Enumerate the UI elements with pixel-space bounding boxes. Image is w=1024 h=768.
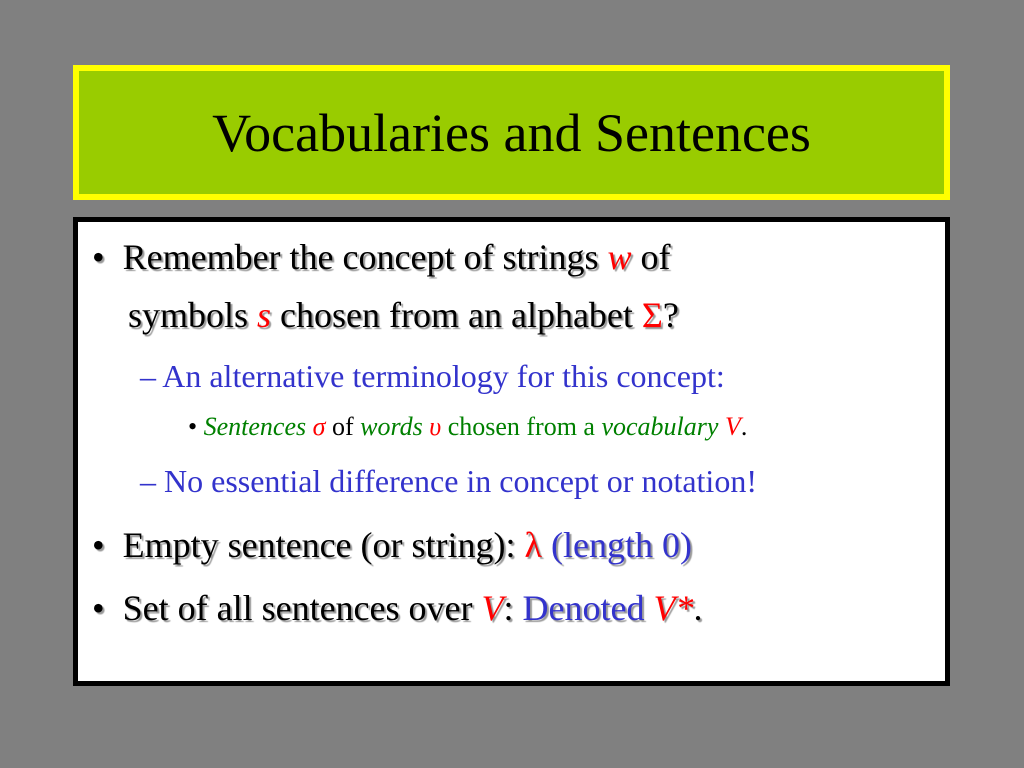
sub-bullet-1-text: – An alternative terminology for this concept: [140,358,725,394]
var-upsilon: υ [429,412,442,441]
bullet-marker: • [92,237,105,277]
sub-bullet-2 [140,463,757,500]
bullet-marker: • [92,588,105,628]
slide-title: Vocabularies and Sentences [212,102,811,163]
words-label: words [360,412,430,441]
bullet-3 [92,587,702,629]
colon: : [503,588,523,628]
bullet-2-text: Empty sentence (or string): [122,525,525,565]
vocabulary-label: vocabulary [601,412,725,441]
bullet-1-text-b: symbols [128,295,258,335]
sub-bullet-1 [140,358,725,395]
var-s: s [257,295,272,335]
sub-bullet-2-text: – No essential difference in concept or notation! [140,463,757,499]
denoted-text: Denoted [522,588,654,628]
bullet-1-line-2 [128,294,679,336]
sentences-label: Sentences [203,412,313,441]
period: . [740,412,748,441]
of-text: of [325,412,361,441]
chosen-text: chosen from a [441,412,602,441]
sub-sub-bullet-1 [188,412,747,442]
title-box [73,65,950,200]
bullet-1-of: of [631,237,671,277]
content-box [73,217,950,686]
var-lambda: λ [524,525,542,565]
bullet-1-end: ? [662,295,679,335]
var-V-star: V* [653,588,694,628]
var-sigma: Σ [641,295,663,335]
var-V-2: V [481,588,504,628]
bullet-2 [92,524,692,566]
bullet-1-text-c: chosen from an alphabet [271,295,642,335]
var-w: w [607,237,632,277]
bullet-3-text: Set of all sentences over [122,588,482,628]
sub-sub-marker: • [188,412,198,441]
bullet-1-line-1 [92,236,670,278]
period: . [693,588,703,628]
length-text: (length 0) [541,525,692,565]
var-V: V [724,412,741,441]
bullet-marker: • [92,525,105,565]
var-sigma-small: σ [312,412,326,441]
bullet-1-text-a: Remember the concept of strings [122,237,608,277]
